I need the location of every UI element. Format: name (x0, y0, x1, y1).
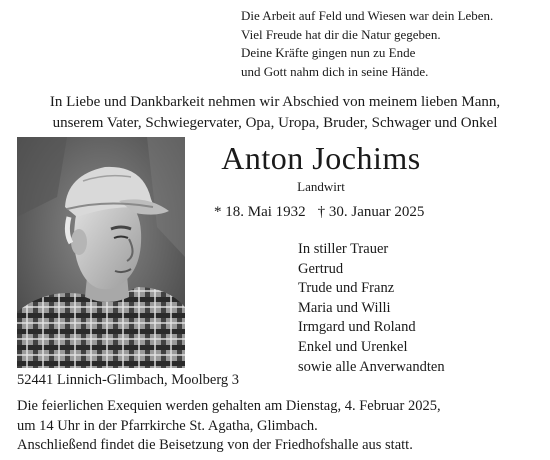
service-line: Die feierlichen Exequien werden gehalten am Dienstag, 4. Februar 2025, (17, 398, 441, 414)
poem-verse (241, 7, 493, 81)
poem-line: Viel Freude hat dir die Natur gegeben. (241, 26, 441, 42)
portrait-photo (17, 137, 185, 368)
farewell-text (0, 92, 550, 134)
service-line: Anschließend findet die Beisetzung von der Friedhofshalle aus statt. (17, 437, 413, 453)
birth-date: * 18. Mai 1932 (214, 204, 306, 220)
mourner-line: Enkel und Urenkel (298, 338, 408, 355)
poem-line: Deine Kräfte gingen nun zu Ende (241, 45, 416, 60)
mourners-list (298, 240, 445, 377)
mourner-line: Gertrud (298, 260, 344, 277)
life-dates (214, 202, 424, 222)
farewell-line: unserem Vater, Schwiegervater, Opa, Uropa, Bruder, Schwager und Onkel (52, 115, 498, 131)
service-line: um 14 Uhr in der Pfarrkirche St. Agatha, Glimbach. (17, 417, 318, 434)
farewell-line: In Liebe und Dankbarkeit nehmen wir Abschied von meinem lieben Mann, (49, 94, 501, 110)
deceased-occupation: Landwirt (297, 179, 345, 194)
mourner-line: Trude und Franz (298, 280, 395, 297)
mourner-line: sowie alle Anverwandten (298, 358, 445, 375)
mourner-line: Maria und Willi (298, 299, 391, 316)
mourner-line: In stiller Trauer (298, 241, 389, 257)
family-address: 52441 Linnich-Glimbach, Moolberg 3 (17, 372, 240, 388)
mourner-line: Irmgard und Roland (298, 319, 416, 336)
death-date: † 30. Januar 2025 (317, 204, 425, 220)
portrait-illustration (17, 137, 185, 368)
poem-line: Die Arbeit auf Feld und Wiesen war dein Leben. (241, 8, 494, 23)
poem-line: und Gott nahm dich in seine Hände. (241, 63, 429, 79)
deceased-name: Anton Jochims (221, 140, 421, 176)
service-details (17, 397, 441, 456)
